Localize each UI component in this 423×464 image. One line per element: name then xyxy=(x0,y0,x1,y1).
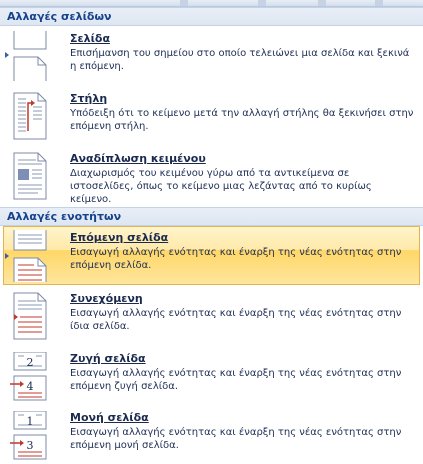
ribbon-edge xyxy=(0,0,423,7)
menu-item-even-page-section[interactable] xyxy=(3,347,420,405)
item-title: Συνεχόμενη xyxy=(70,292,143,305)
page-number-label: 4 xyxy=(26,380,34,393)
item-title: Μονή σελίδα xyxy=(70,411,149,424)
item-title: Αναδίπλωση κειμένου xyxy=(70,152,206,165)
next-page-section-icon xyxy=(10,230,50,282)
column-break-icon xyxy=(10,91,50,141)
item-description: Εισαγωγή αλλαγής ενότητας και έναρξη της νέας ενότητας στην επόμενη μονή σελίδα. xyxy=(70,427,402,451)
item-title: Σελίδα xyxy=(70,32,110,45)
page-number-label: 1 xyxy=(26,415,34,428)
item-description: Διαχωρισμός του κειμένου γύρω από τα αντικείμενα σε ιστοσελίδες, όπως το κείμενο μιας λεζάντας από το κυρίως κείμενο. xyxy=(70,168,372,205)
item-title: Ζυγή σελίδα xyxy=(70,352,146,365)
item-title: Επόμενη σελίδα xyxy=(70,231,169,244)
page-number-label: 2 xyxy=(26,356,34,369)
page-break-icon xyxy=(10,31,50,81)
menu-item-text-wrapping-break[interactable] xyxy=(3,147,420,205)
item-description: Εισαγωγή αλλαγής ενότητας και έναρξη της νέας ενότητας στην επόμενη ζυγή σελίδα. xyxy=(70,368,402,392)
text-wrapping-break-icon xyxy=(10,151,50,201)
pointer-icon xyxy=(5,253,9,259)
menu-item-page-break[interactable] xyxy=(3,27,420,85)
continuous-section-icon xyxy=(10,291,50,341)
menu-item-column-break[interactable] xyxy=(3,87,420,145)
section-header-page-breaks: Αλλαγές σελίδων xyxy=(0,7,423,26)
item-description: Υπόδειξη ότι το κείμενο μετά την αλλαγή στήλης θα ξεκινήσει στην επόμενη στήλη. xyxy=(70,108,414,132)
odd-page-section-icon xyxy=(10,411,50,463)
item-title: Στήλη xyxy=(70,92,108,105)
page-number-label: 3 xyxy=(26,439,34,452)
item-description: Επισήμανση του σημείου στο οποίο τελειώνει μια σελίδα και ξεκινά η επόμενη. xyxy=(70,48,410,72)
menu-item-continuous-section[interactable] xyxy=(3,287,420,345)
item-description: Εισαγωγή αλλαγής ενότητας και έναρξη της νέας ενότητας στην ίδια σελίδα. xyxy=(70,308,402,332)
menu-item-odd-page-section[interactable] xyxy=(3,406,420,464)
section-header-section-breaks: Αλλαγές ενοτήτων xyxy=(0,207,423,226)
pointer-icon xyxy=(5,52,9,58)
even-page-section-icon xyxy=(10,352,50,404)
item-description: Εισαγωγή αλλαγής ενότητας και έναρξη της νέας ενότητας στην επόμενη σελίδα. xyxy=(70,247,402,271)
menu-item-next-page-section[interactable] xyxy=(3,226,420,285)
